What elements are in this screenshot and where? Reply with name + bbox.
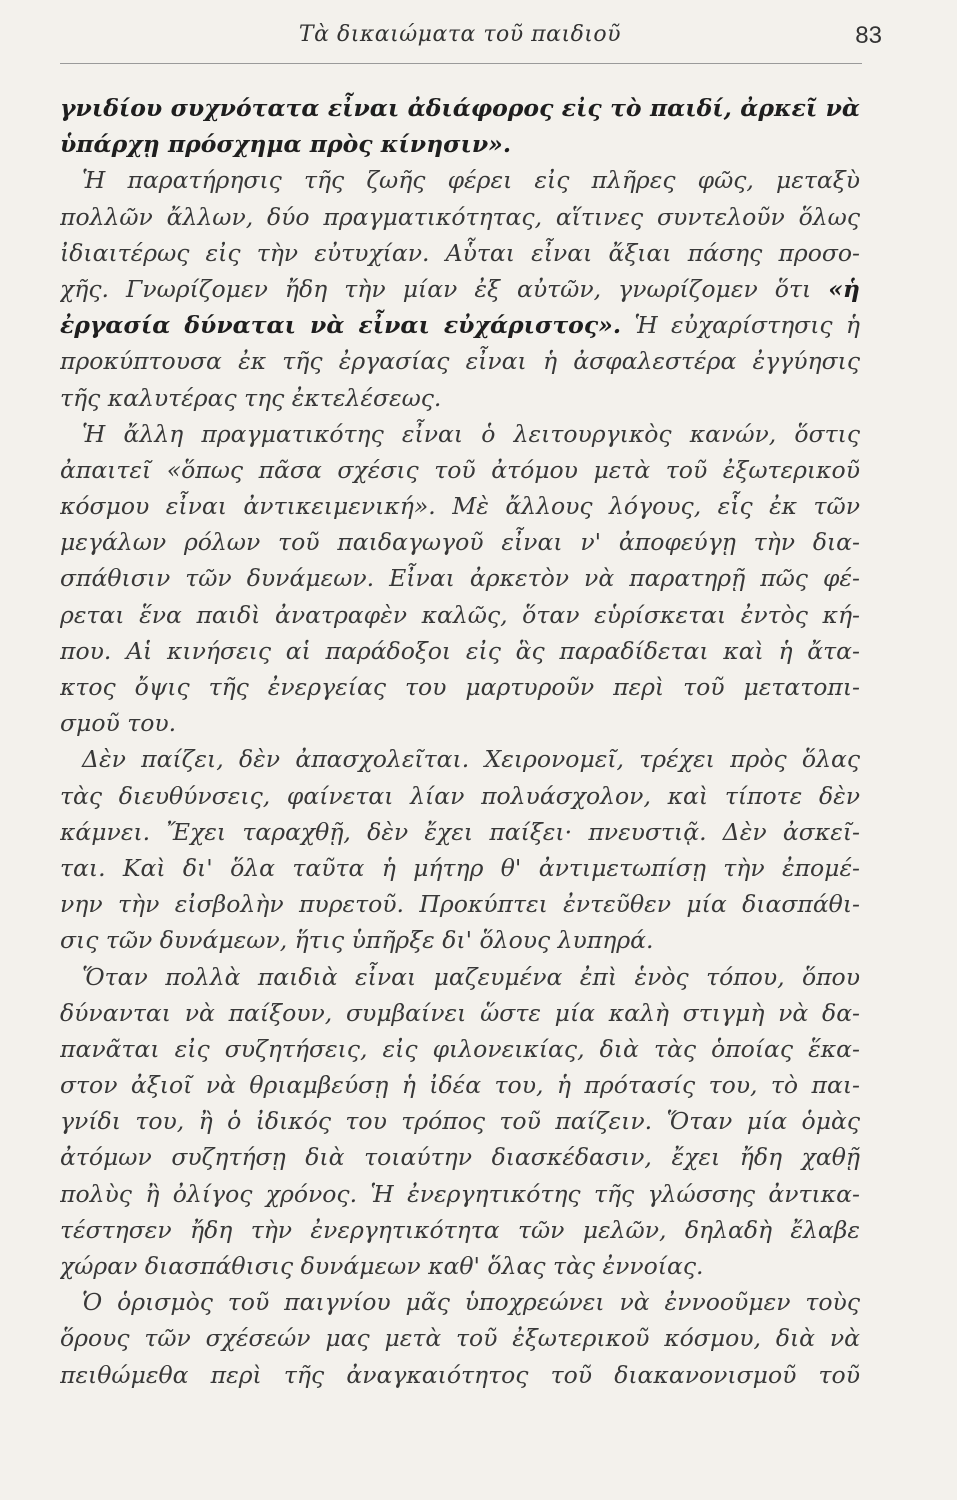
- text-line: [60, 162, 860, 198]
- text-line: [60, 416, 860, 452]
- text-segment: πανᾶται εἰς συζητήσεις, εἰς φιλονεικίας, διὰ τὰς ὁποίας ἕκα-: [60, 1034, 860, 1063]
- text-line: [60, 705, 860, 741]
- text-line: [60, 452, 860, 488]
- page-number: 83: [855, 22, 882, 49]
- running-header: [60, 18, 882, 58]
- text-segment: ἀπαιτεῖ «ὅπως πᾶσα σχέσις τοῦ ἀτόμου μετὰ τοῦ ἐξωτερικοῦ: [60, 455, 860, 484]
- bold-text-segment: ἐργασία δύναται νὰ εἶναι εὐχάριστος».: [60, 311, 622, 340]
- text-segment: κτος ὄψις τῆς ἐνεργείας του μαρτυροῦν περὶ τοῦ μετατοπι-: [60, 673, 860, 701]
- text-segment: νην τὴν εἰσβολὴν πυρετοῦ. Προκύπτει ἐντεῦθεν μία διασπάθι-: [60, 890, 860, 919]
- text-line: [60, 741, 860, 777]
- text-line: [60, 1176, 860, 1212]
- text-segment: τῆς καλυτέρας της ἐκτελέσεως.: [60, 383, 442, 412]
- bold-text-segment: γνιδίου συχνότατα εἶναι ἀδιάφορος εἰς τὸ παιδί, ἀρκεῖ νὰ: [60, 94, 860, 122]
- text-line: [60, 1248, 860, 1284]
- text-segment: Δὲν παίζει, δὲν ἀπασχολεῖται. Χειρονομεῖ, τρέχει πρὸς ὅλας: [82, 745, 860, 774]
- text-line: [60, 343, 860, 379]
- text-line: [60, 1284, 860, 1320]
- text-line: [60, 524, 860, 560]
- text-segment: κάμνει. Ἔχει ταραχθῇ, δὲν ἔχει παίξει· πνευστιᾷ. Δὲν ἀσκεῖ-: [60, 817, 860, 846]
- text-line: [60, 778, 860, 814]
- text-segment: Ὅταν πολλὰ παιδιὰ εἶναι μαζευμένα ἐπὶ ἑνὸς τόπου, ὅπου: [82, 962, 860, 991]
- text-segment: πολὺς ἢ ὀλίγος χρόνος. Ἡ ἐνεργητικότης τῆς γλώσσης ἀντικα-: [60, 1179, 860, 1208]
- bold-text-segment: «ἡ: [828, 274, 860, 303]
- text-segment: ὅρους τῶν σχέσεών μας μετὰ τοῦ ἐξωτερικοῦ κόσμου, διὰ νὰ: [60, 1324, 860, 1353]
- text-segment: γνίδι του, ἢ ὁ ἰδικός του τρόπος τοῦ παίζειν. Ὅταν μία ὁμὰς: [60, 1107, 860, 1136]
- text-line: [60, 886, 860, 922]
- text-segment: Ἡ ἄλλη πραγματικότης εἶναι ὁ λειτουργικὸς κανών, ὅστις: [82, 419, 860, 448]
- text-segment: μεγάλων ρόλων τοῦ παιδαγωγοῦ εἶναι ν' ἀποφεύγῃ τὴν δια-: [60, 528, 860, 557]
- text-line: [60, 1320, 860, 1356]
- text-line: [60, 271, 860, 307]
- text-segment: που. Αἱ κινήσεις αἱ παράδοξοι εἰς ἃς παραδίδεται καὶ ἡ ἄτα-: [60, 636, 860, 665]
- text-line: [60, 90, 860, 126]
- running-title: Τὰ δικαιώματα τοῦ παιδιοῦ: [298, 22, 622, 47]
- text-segment: ἰδιαιτέρως εἰς τὴν εὐτυχίαν. Αὗται εἶναι ἄξιαι πάσης προσο-: [60, 238, 860, 267]
- text-line: [60, 488, 860, 524]
- text-segment: ται. Καὶ δι' ὅλα ταῦτα ἡ μήτηρ θ' ἀντιμετωπίσῃ τὴν ἐπομέ-: [60, 853, 860, 882]
- text-segment: ἀτόμων συζητήσῃ διὰ τοιαύτην διασκέδασιν, ἔχει ἤδη χαθῇ: [60, 1143, 860, 1172]
- text-segment: σις τῶν δυνάμεων, ἥτις ὑπῆρξε δι' ὅλους λυπηρά.: [60, 926, 654, 955]
- body-text: [60, 90, 860, 1393]
- text-line: [60, 1067, 860, 1103]
- text-segment: σπάθισιν τῶν δυνάμεων. Εἶναι ἀρκετὸν νὰ παρατηρῇ πῶς φέ-: [60, 564, 860, 593]
- text-segment: χῆς. Γνωρίζομεν ἤδη τὴν μίαν ἐξ αὐτῶν, γνωρίζομεν ὅτι: [60, 274, 829, 303]
- text-segment: Ἡ παρατήρησις τῆς ζωῆς φέρει εἰς πλῆρες φῶς, μεταξὺ: [82, 166, 860, 195]
- text-segment: τέστησεν ἤδη τὴν ἐνεργητικότητα τῶν μελῶν, δηλαδὴ ἔλαβε: [60, 1215, 860, 1244]
- text-line: [60, 1357, 860, 1393]
- text-line: [60, 126, 860, 162]
- text-line: [60, 1212, 860, 1248]
- text-line: [60, 633, 860, 669]
- text-line: [60, 995, 860, 1031]
- text-line: [60, 380, 860, 416]
- text-line: [60, 669, 860, 705]
- text-line: [60, 199, 860, 235]
- text-segment: δύνανται νὰ παίξουν, συμβαίνει ὥστε μία καλὴ στιγμὴ νὰ δα-: [60, 998, 860, 1027]
- text-line: [60, 307, 860, 343]
- text-line: [60, 1139, 860, 1175]
- text-segment: στον ἀξιοῖ νὰ θριαμβεύσῃ ἡ ἰδέα του, ἡ πρότασίς του, τὸ παι-: [60, 1071, 860, 1100]
- text-segment: σμοῦ του.: [60, 709, 177, 738]
- header-rule: [60, 63, 862, 64]
- text-segment: πολλῶν ἄλλων, δύο πραγματικότητας, αἵτινες συντελοῦν ὅλως: [60, 202, 860, 231]
- text-segment: κόσμου εἶναι ἀντικειμενική». Μὲ ἄλλους λόγους, εἷς ἐκ τῶν: [60, 492, 860, 521]
- text-line: [60, 1031, 860, 1067]
- text-line: [60, 814, 860, 850]
- text-segment: Ἡ εὐχαρίστησις ἡ: [621, 311, 860, 340]
- text-line: [60, 959, 860, 995]
- text-line: [60, 560, 860, 596]
- text-segment: πειθώμεθα περὶ τῆς ἀναγκαιότητος τοῦ διακανονισμοῦ τοῦ: [60, 1360, 860, 1389]
- text-segment: χώραν διασπάθισις δυνάμεων καθ' ὅλας τὰς ἐννοίας.: [60, 1252, 704, 1280]
- text-line: [60, 922, 860, 958]
- text-segment: ρεται ἕνα παιδὶ ἀνατραφὲν καλῶς, ὅταν εὑρίσκεται ἐντὸς κή-: [60, 600, 860, 629]
- text-segment: τὰς διευθύνσεις, φαίνεται λίαν πολυάσχολον, καὶ τίποτε δὲν: [60, 781, 860, 810]
- text-line: [60, 597, 860, 633]
- bold-text-segment: ὑπάρχῃ πρόσχημα πρὸς κίνησιν».: [60, 130, 512, 159]
- text-line: [60, 850, 860, 886]
- text-line: [60, 1103, 860, 1139]
- text-segment: προκύπτουσα ἐκ τῆς ἐργασίας εἶναι ἡ ἀσφαλεστέρα ἐγγύησις: [60, 347, 860, 376]
- text-segment: Ὁ ὁρισμὸς τοῦ παιγνίου μᾶς ὑποχρεώνει νὰ ἐννοοῦμεν τοὺς: [82, 1288, 860, 1317]
- text-line: [60, 235, 860, 271]
